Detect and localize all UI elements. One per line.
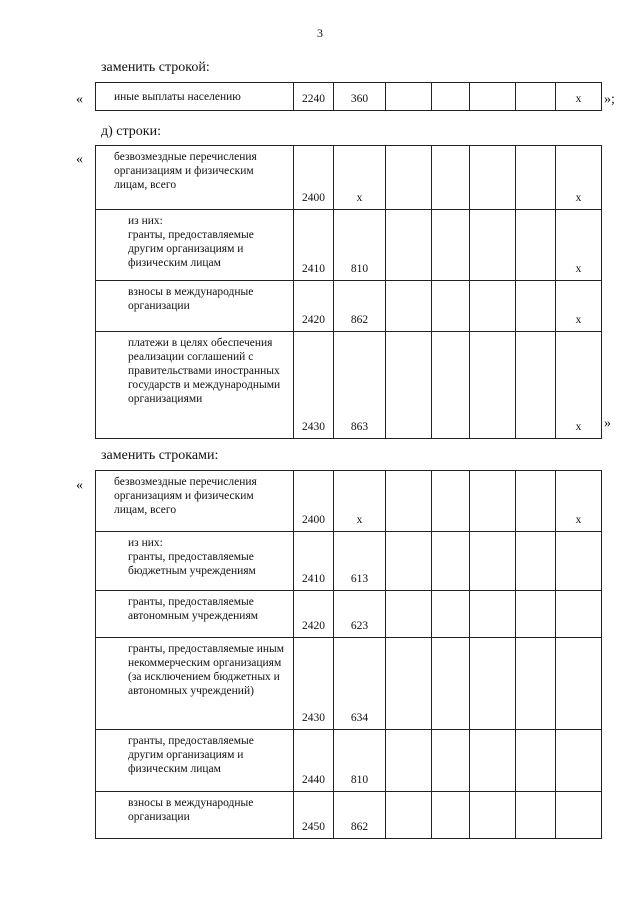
table-row xyxy=(96,281,602,332)
table-replacement-lines xyxy=(95,470,602,839)
close-quote: » xyxy=(604,416,611,431)
row-value: 613 xyxy=(334,532,386,591)
row-name: иные выплаты населению xyxy=(96,83,294,111)
close-quote: »; xyxy=(604,92,615,107)
row-value: 810 xyxy=(334,730,386,792)
row-code: 2410 xyxy=(294,532,334,591)
table-row xyxy=(96,792,602,839)
row-value: x xyxy=(334,471,386,532)
row-code: 2440 xyxy=(294,730,334,792)
row-value: 862 xyxy=(334,281,386,332)
table-row xyxy=(96,332,602,439)
table-row xyxy=(96,83,602,111)
row-code: 2400 xyxy=(294,471,334,532)
open-quote: « xyxy=(76,92,83,107)
table-row xyxy=(96,591,602,638)
page-number: 3 xyxy=(317,26,323,40)
table-row xyxy=(96,471,602,532)
row-value: 360 xyxy=(334,83,386,111)
row-name: платежи в целях обеспечения реализации соглашений с правительствами иностранных государств и международными организациями xyxy=(96,332,294,439)
row-value: 810 xyxy=(334,210,386,281)
row-last: x xyxy=(556,210,602,281)
row-code: 2400 xyxy=(294,146,334,210)
row-value: 623 xyxy=(334,591,386,638)
row-last xyxy=(556,638,602,730)
row-last xyxy=(556,730,602,792)
open-quote: « xyxy=(76,152,83,167)
row-last: x xyxy=(556,281,602,332)
section-heading-replace-lines: заменить строками: xyxy=(101,448,219,463)
row-code: 2420 xyxy=(294,591,334,638)
row-name: из них: гранты, предоставляемые бюджетным учреждениям xyxy=(96,532,294,591)
row-value: 862 xyxy=(334,792,386,839)
row-code: 2450 xyxy=(294,792,334,839)
row-code: 2410 xyxy=(294,210,334,281)
section-heading-lines-d: д) строки: xyxy=(101,124,161,139)
table-replacement-line xyxy=(95,82,602,111)
row-name: взносы в международные организации xyxy=(96,281,294,332)
row-value: x xyxy=(334,146,386,210)
row-code: 2430 xyxy=(294,332,334,439)
row-code: 2240 xyxy=(294,83,334,111)
row-code: 2430 xyxy=(294,638,334,730)
row-name: гранты, предоставляемые автономным учреждениям xyxy=(96,591,294,638)
row-name: взносы в международные организации xyxy=(96,792,294,839)
table-row xyxy=(96,210,602,281)
row-last: x xyxy=(556,83,602,111)
row-last xyxy=(556,591,602,638)
table-row xyxy=(96,146,602,210)
row-name: гранты, предоставляемые иным некоммерческим организациям (за исключением бюджетных и автономных учреждений) xyxy=(96,638,294,730)
section-heading-replace-line: заменить строкой: xyxy=(101,60,210,75)
row-last: x xyxy=(556,332,602,439)
row-name: безвозмездные перечисления организациям и физическим лицам, всего xyxy=(96,146,294,210)
open-quote: « xyxy=(76,478,83,493)
table-row xyxy=(96,532,602,591)
table-row xyxy=(96,730,602,792)
row-name: гранты, предоставляемые другим организациям и физическим лицам xyxy=(96,730,294,792)
row-last xyxy=(556,792,602,839)
table-lines-d xyxy=(95,145,602,439)
row-last xyxy=(556,532,602,591)
row-value: 634 xyxy=(334,638,386,730)
row-last: x xyxy=(556,146,602,210)
row-name: из них: гранты, предоставляемые другим организациям и физическим лицам xyxy=(96,210,294,281)
table-row xyxy=(96,638,602,730)
row-last: x xyxy=(556,471,602,532)
row-value: 863 xyxy=(334,332,386,439)
row-name: безвозмездные перечисления организациям и физическим лицам, всего xyxy=(96,471,294,532)
row-code: 2420 xyxy=(294,281,334,332)
